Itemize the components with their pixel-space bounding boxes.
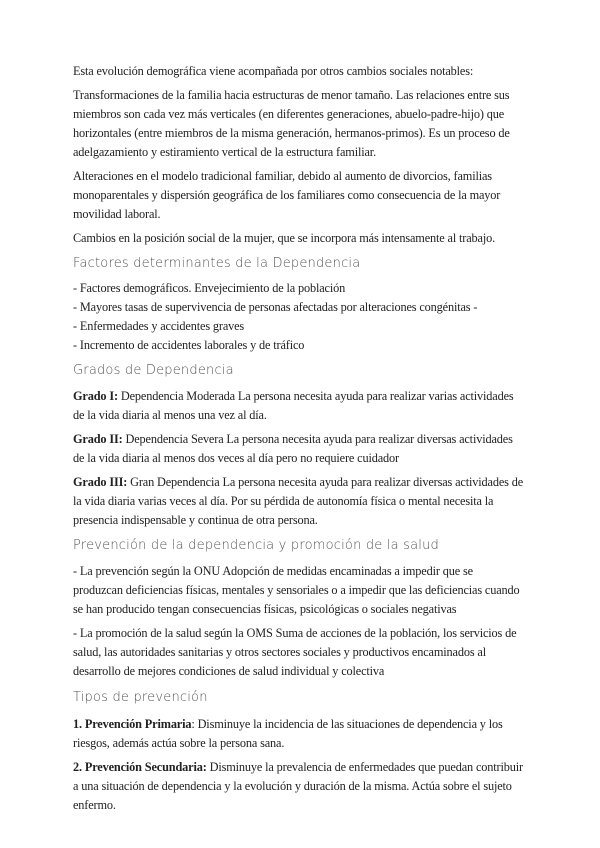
document-page: [73, 62, 525, 815]
list-item: - Mayores tasas de supervivencia de personas afectadas por alteraciones congénitas -: [73, 300, 478, 314]
grado-3-label: Grado III:: [73, 475, 128, 489]
prevencion-heading: Prevención de la dependencia y promoción de la salud: [73, 538, 439, 553]
list-item: - Enfermedades y accidentes graves: [73, 319, 245, 333]
modelo-paragraph: Alteraciones en el modelo tradicional familiar, debido al aumento de divorcios, familias monoparentales y dispersión geográfica de los familiares como consecuencia de la mayor movilidad laboral.: [73, 169, 501, 221]
mujer-paragraph: Cambios en la posición social de la mujer, que se incorpora más intensamente al trabajo.: [73, 231, 496, 245]
grado-1-label: Grado I:: [73, 389, 118, 403]
grado-2-label: Grado II:: [73, 432, 123, 446]
prevencion-onu-paragraph: - La prevención según la ONU Adopción de medidas encaminadas a impedir que se produzcan deficiencias físicas, mentales y sensoriales o a impedir que las deficiencias cuando se han producido tengan consecuencias físicas, psicológicas o sociales negativas: [73, 564, 520, 616]
familia-paragraph: Transformaciones de la familia hacia estructuras de menor tamaño. Las relaciones entre sus miembros son cada vez más verticales (en diferentes generaciones, abuelo-padre-hijo) que horizontales (entre miembros de la misma generación, hermanos-primos). Es un proceso de adelgazamiento y estiramiento vertical de la estructura familiar.: [73, 88, 510, 159]
grado-1-paragraph: [73, 387, 525, 425]
grado-3-text: Gran Dependencia La persona necesita ayuda para realizar diversas actividades de la vida diaria varias veces al día. Por su pérdida de autonomía física o mental necesita la presencia indispensable y continua de otra persona.: [73, 475, 524, 527]
prevencion-secundaria-label: 2. Prevención Secundaria:: [73, 760, 207, 774]
prevencion-primaria-text: : Disminuye la incidencia de las situaciones de dependencia y los riesgos, además actúa sobre la persona sana.: [73, 717, 503, 750]
grado-1-text: Dependencia Moderada La persona necesita ayuda para realizar varias actividades de la vida diaria al menos una vez al día.: [73, 389, 514, 422]
grado-3-paragraph: [73, 473, 525, 530]
prevencion-secundaria-paragraph: [73, 758, 525, 815]
grado-2-text: Dependencia Severa La persona necesita ayuda para realizar diversas actividades de la vida diaria al menos dos veces al día pero no requiere cuidador: [73, 432, 513, 465]
grados-heading: Grados de Dependencia: [73, 363, 234, 378]
prevencion-primaria-paragraph: [73, 715, 525, 753]
prevencion-primaria-label: 1. Prevención Primaria: [73, 717, 192, 731]
factores-heading: Factores determinantes de la Dependencia: [73, 256, 361, 271]
promocion-oms-paragraph: - La promoción de la salud según la OMS Suma de acciones de la población, los servicios de salud, las autoridades sanitarias y otros sectores sociales y productivos encaminados al desarrollo de mejores condiciones de salud individual y colectiva: [73, 626, 517, 678]
list-item: - Factores demográficos. Envejecimiento de la población: [73, 281, 346, 295]
intro-paragraph: Esta evolución demográfica viene acompañada por otros cambios sociales notables:: [73, 64, 474, 78]
factores-list: [73, 279, 525, 355]
list-item: - Incremento de accidentes laborales y de tráfico: [73, 338, 305, 352]
grado-2-paragraph: [73, 430, 525, 468]
tipos-heading: Tipos de prevención: [73, 690, 208, 705]
prevencion-secundaria-text: Disminuye la prevalencia de enfermedades que puedan contribuir a una situación de dependencia y la evolución y duración de la misma. Actúa sobre el sujeto enfermo.: [73, 760, 523, 812]
